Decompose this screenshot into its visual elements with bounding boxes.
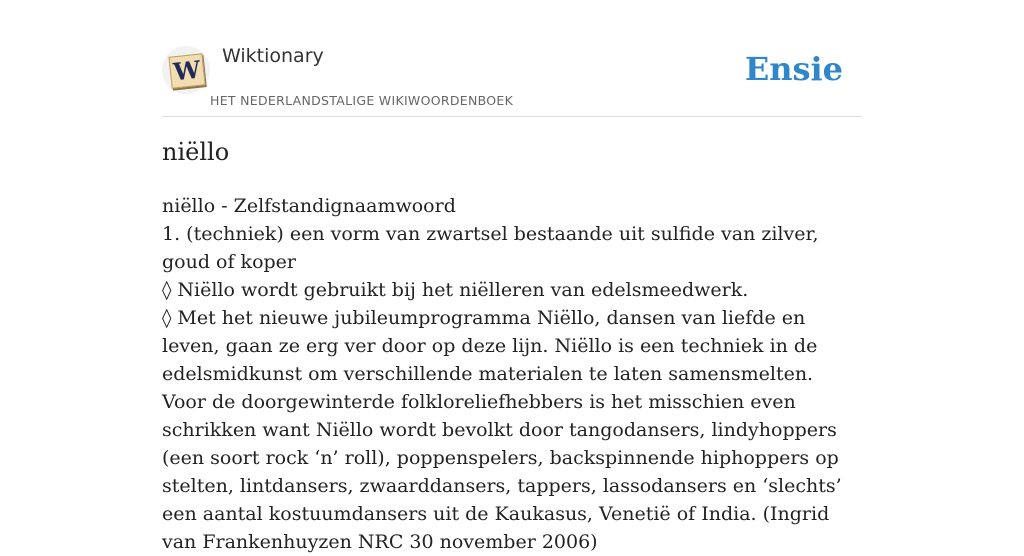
site-name[interactable]: Wiktionary (222, 45, 324, 67)
site-header (162, 0, 862, 117)
page (162, 0, 862, 553)
part-of-speech-line: niëllo - Zelfstandignaamwoord (162, 195, 456, 217)
site-tagline: HET NEDERLANDSTALIGE WIKIWOORDENBOEK (210, 93, 514, 108)
example-sentence: ◊ Niëllo wordt gebruikt bij het niëlleren van edelsmeedwerk. (162, 279, 749, 301)
example-sentence: ◊ Met het nieuwe jubileumprogramma Niëllo, dansen van liefde en leven, gaan ze erg ver door op deze lijn. Niëllo is een techniek in de edelsmidkunst om verschillende materialen te laten samensmelten. Voor de doorgewinterde folkloreliefhebbers is het misschien even schrikken want Niëllo wordt bevolkt door tangodansers, lindyhoppers (een soort rock ‘n’ roll), poppenspelers, backspinnende hiphoppers op stelten, lintdansers, zwaarddansers, tappers, lassodansers en ‘slechts’ een aantal kostuumdansers uit de Kaukasus, Venetië of India. (Ingrid van Frankenhuyzen NRC 30 november 2006) (162, 307, 842, 553)
logo-tile: W (168, 53, 205, 88)
page-title: niëllo (162, 138, 230, 166)
definition: 1. (techniek) een vorm van zwartsel bestaande uit sulfide van zilver, goud of koper (162, 223, 819, 273)
ensie-brand-link[interactable]: Ensie (744, 50, 843, 88)
wiktionary-logo-icon[interactable] (162, 46, 210, 94)
entry-content (162, 192, 862, 556)
